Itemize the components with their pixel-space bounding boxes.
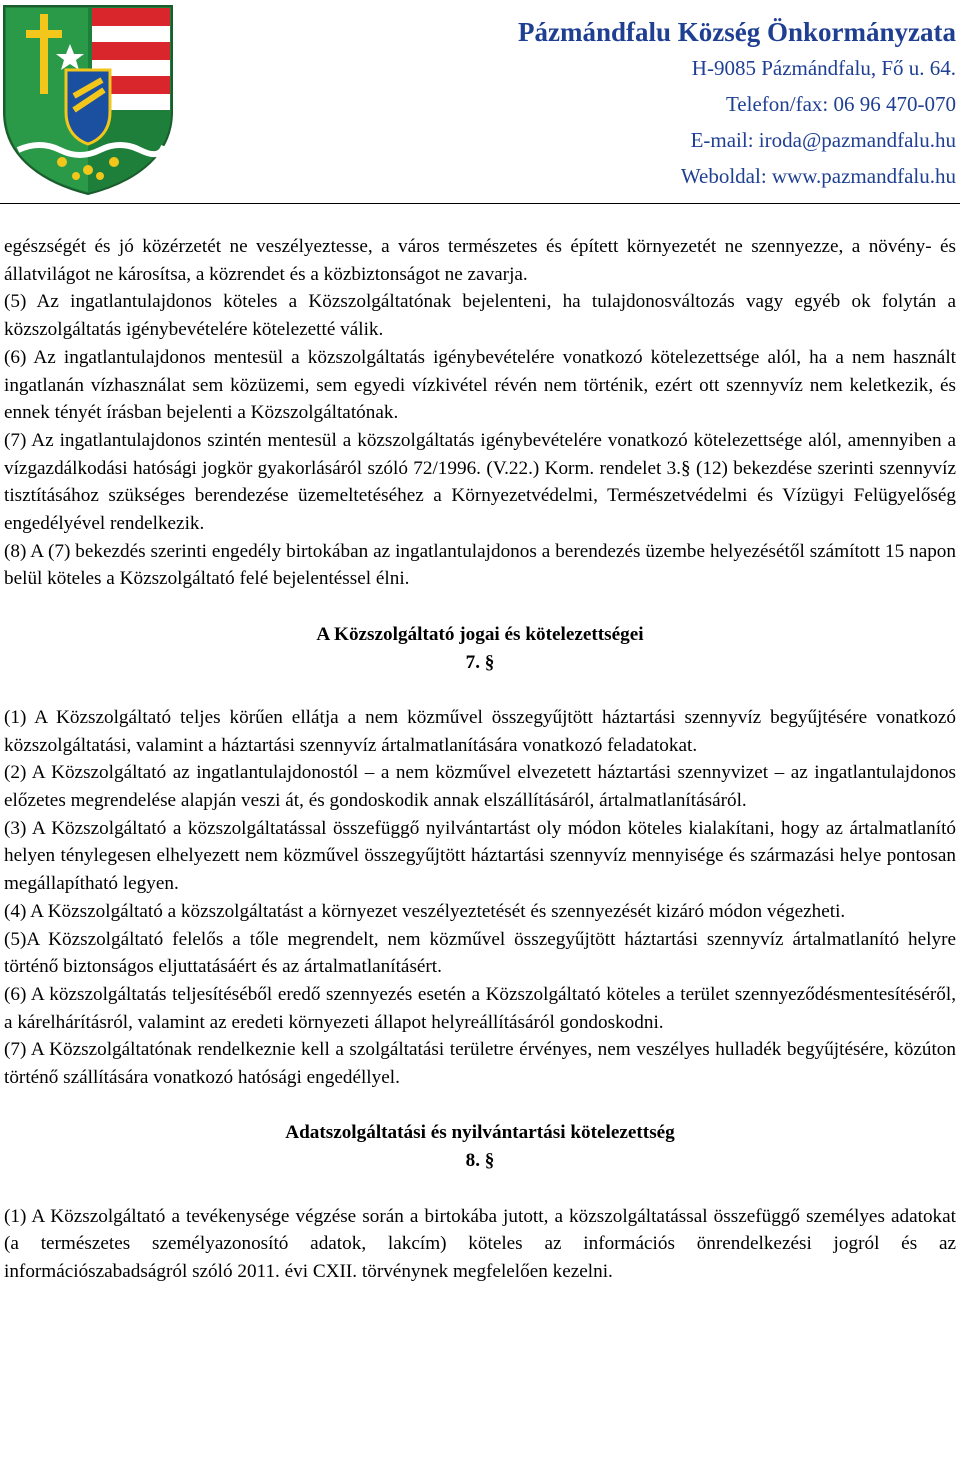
paragraph: (7) Az ingatlantulajdonos szintén mentesül a közszolgáltatás igénybevételére vonatkozó kötelezettsége alól, amennyiben a vízgazdálkodási hatósági jogkör gyakorlásáról szóló 72/1996. (V.22.) Korm. rendelet 3.§ (12) bekezdése szerinti szennyvíz tisztításához szükséges berendezése üzemeltetéséhez a Környezetvédelmi, Természetvédelmi és Vízügyi Felügyelőség engedélyével rendelkezik. xyxy=(4,429,956,535)
paragraph: (1) A Közszolgáltató a tevékenysége végzése során a birtokába jutott, a közszolgáltatással összefüggő személyes adatokat (a természetes személyazonosító adatok, lakcím) köteles az információs önrendelkezési jogról és az információszabadságról szóló 2011. évi CXII. törvénynek megfelelően kezelni. xyxy=(4,1205,956,1282)
paragraph: egészségét és jó közérzetét ne veszélyeztesse, a város természetes és épített környezetét ne szennyezze, a növény- és állatvilágot ne károsítsa, a közrendet és a közbiztonságot ne zavarja. xyxy=(4,236,956,285)
paragraph: (1) A Közszolgáltató teljes körűen ellátja a nem közművel összegyűjtött háztartási szennyvíz begyűjtésére vonatkozó közszolgáltatási, valamint a háztartási szennyvíz ártalmatlanítására vonatkozó feladatokat. xyxy=(4,706,956,756)
coat-of-arms-icon xyxy=(0,0,176,196)
paragraph: (8) A (7) bekezdés szerinti engedély birtokában az ingatlantulajdonos a berendezés üzembe helyezésétől számított 15 napon belül köteles a Közszolgáltató felé bejelentéssel élni. xyxy=(4,540,956,590)
organization-info xyxy=(518,14,956,194)
paragraph: (4) A Közszolgáltató a közszolgáltatást a környezet veszélyeztetését és szennyezését kizáró módon végezheti. xyxy=(4,900,846,922)
document-body xyxy=(4,233,956,1286)
section-7-number: 7. § xyxy=(465,651,495,673)
paragraph: (2) A Közszolgáltató az ingatlantulajdonostól – a nem közművel elvezetett háztartási szennyvizet – az ingatlantulajdonos előzetes megrendelése alapján veszi át, és gondoskodik annak elszállításáról, ártalmatlanításáról. xyxy=(4,762,956,812)
paragraph: (7) A Közszolgáltatónak rendelkeznie kell a szolgáltatási területre érvényes, nem veszélyes hulladék begyűjtésére, közúton történő szállítására vonatkozó hatósági engedéllyel. xyxy=(4,1039,956,1089)
organization-name: Pázmándfalu Község Önkormányzata xyxy=(518,17,956,47)
section-7-title: A Közszolgáltató jogai és kötelezettségei xyxy=(316,623,644,645)
organization-website[interactable]: Weboldal: www.pazmandfalu.hu xyxy=(680,164,956,188)
paragraph: (3) A Közszolgáltató a közszolgáltatással összefüggő nyilvántartást oly módon köteles kialakítani, hogy az ártalmatlanító helyen ténylegesen elhelyezett nem közművel összegyűjtött háztartási szennyvíz mennyisége és származási helye pontosan megállapítható legyen. xyxy=(4,817,956,895)
organization-email[interactable]: E-mail: iroda@pazmandfalu.hu xyxy=(690,128,956,152)
header-divider xyxy=(0,203,960,204)
paragraph: (5) Az ingatlantulajdonos köteles a Közszolgáltatónak bejelenteni, ha tulajdonosváltozás vagy egyéb ok folytán a közszolgáltatás igénybevételére kötelezetté válik. xyxy=(4,291,956,341)
section-8-title: Adatszolgáltatási és nyilvántartási kötelezettség xyxy=(285,1122,675,1144)
letterhead xyxy=(0,0,960,204)
paragraph: (6) A közszolgáltatás teljesítéséből eredő szennyezés esetén a Közszolgáltató köteles a terület szennyeződésmentesítéséről, a kárelhárításról, valamint az eredeti környezeti állapot helyreállításáról gondoskodni. xyxy=(4,983,956,1033)
paragraph: (5)A Közszolgáltató felelős a tőle megrendelt, nem közművel összegyűjtött háztartási szennyvíz ártalmatlanító helyre történő biztonságos eljuttatásáért és az ártalmatlanításért. xyxy=(4,928,956,978)
organization-phone: Telefon/fax: 06 96 470-070 xyxy=(725,92,956,116)
organization-address: H-9085 Pázmándfalu, Fő u. 64. xyxy=(691,56,956,80)
section-8-number: 8. § xyxy=(465,1150,495,1172)
paragraph: (6) Az ingatlantulajdonos mentesül a közszolgáltatás igénybevételére vonatkozó kötelezettsége alól, ha a nem használt ingatlanán vízhasználat sem közüzemi, sem egyedi vízkivétel révén nem történik, ezért ott szennyvíz nem keletkezik, és ennek tényét írásban bejelenti a Közszolgáltatónak. xyxy=(4,346,956,424)
